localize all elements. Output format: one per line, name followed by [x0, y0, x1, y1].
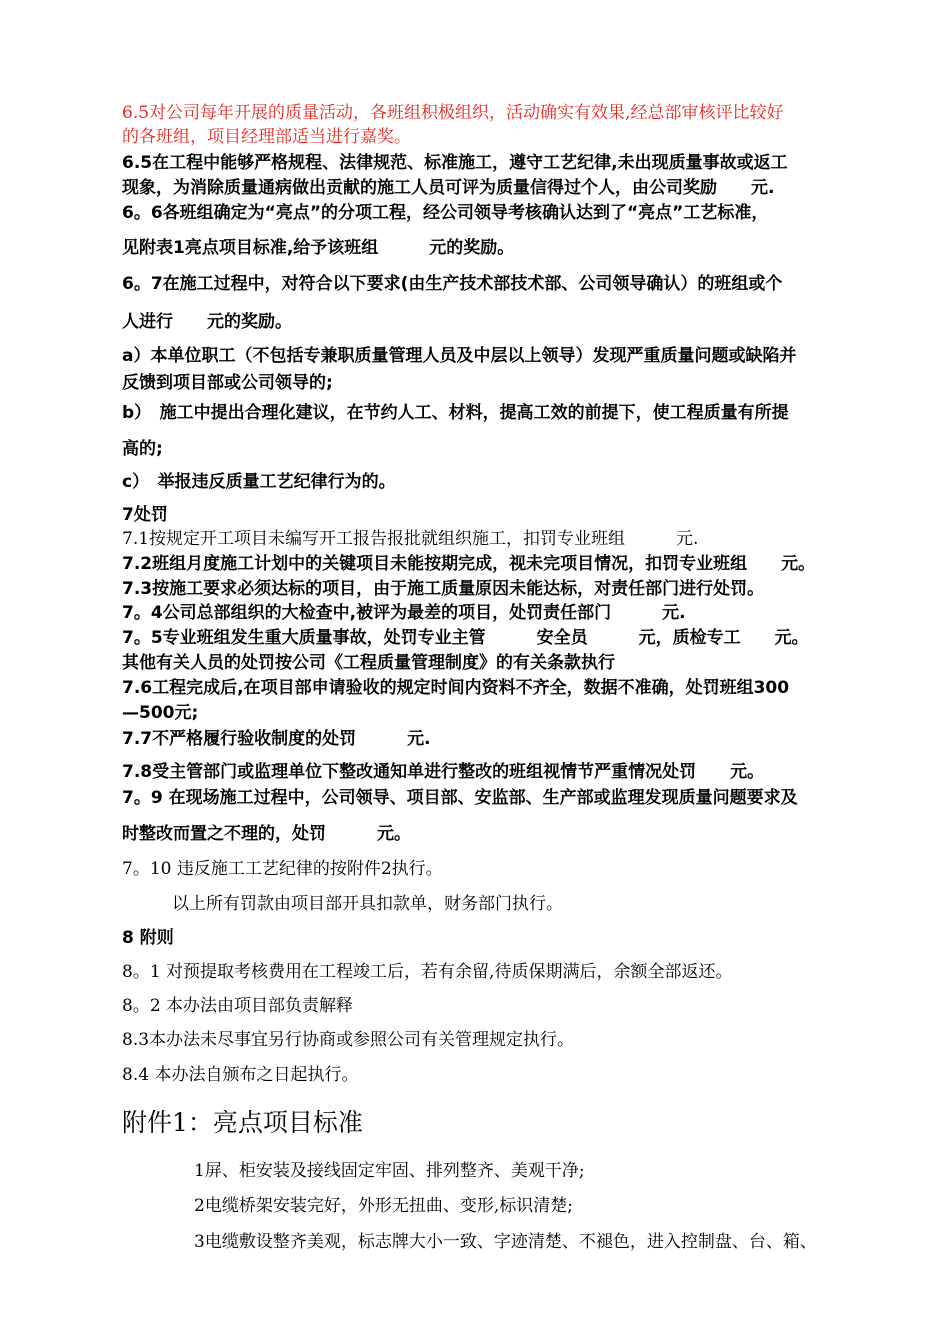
clause-7-6-line-1: 7.6工程完成后,在项目部申请验收的规定时间内资料不齐全，数据不准确，处罚班组300	[122, 678, 790, 698]
item-c: c） 举报违反质量工艺纪律行为的。	[122, 472, 396, 492]
clause-7-2: 7.2班组月度施工计划中的关键项目未能按期完成，视未完项目情况，扣罚专业班组 元。	[122, 554, 816, 574]
clause-7-1: 7.1按规定开工项目未编写开工报告报批就组织施工，扣罚专业班组 元.	[122, 529, 699, 549]
clause-6-5-quality-line-1: 6.5在工程中能够严格规程、法律规范、标准施工，遵守工艺纪律,未出现质量事故或返工	[122, 153, 788, 173]
clause-7-3: 7.3按施工要求必须达标的项目，由于施工质量原因未能达标，对责任部门进行处罚。	[122, 579, 765, 599]
clause-7-4: 7。4公司总部组织的大检查中,被评为最差的项目，处罚责任部门 元.	[122, 603, 686, 623]
clause-7-5-line-2: 其他有关人员的处罚按公司《工程质量管理制度》的有关条款执行	[122, 653, 615, 673]
annex-item-2: 2电缆桥架安装完好，外形无扭曲、变形,标识清楚;	[194, 1196, 573, 1216]
item-b-line-1: b） 施工中提出合理化建议，在节约人工、材料，提高工效的前提下，使工程质量有所提	[122, 403, 789, 423]
clause-7-9-line-2: 时整改而置之不理的，处罚 元。	[122, 824, 411, 844]
clause-8-3: 8.3本办法未尽事宜另行协商或参照公司有关管理规定执行。	[122, 1030, 575, 1050]
clause-8-2: 8。2 本办法由项目部负责解释	[122, 996, 354, 1016]
item-a-line-2: 反馈到项目部或公司领导的;	[122, 373, 333, 393]
clause-7-7: 7.7不严格履行验收制度的处罚 元.	[122, 729, 431, 749]
clause-6-5-activity-line-2: 的各班组，项目经理部适当进行嘉奖。	[122, 127, 411, 147]
clause-7-8: 7.8受主管部门或监理单位下整改通知单进行整改的班组视情节严重情况处罚 元。	[122, 762, 765, 782]
clause-7-6-line-2: —500元;	[122, 703, 199, 723]
annex-item-3: 3电缆敷设整齐美观，标志牌大小一致、字迹清楚、不褪色，进入控制盘、台、箱、	[194, 1232, 817, 1252]
clause-7-10: 7。10 违反施工工艺纪律的按附件2执行。	[122, 859, 443, 879]
clause-6-5-quality-line-2: 现象，为消除质量通病做出贡献的施工人员可评为质量信得过个人，由公司奖励 元.	[122, 178, 775, 198]
item-a-line-1: a）本单位职工（不包括专兼职质量管理人员及中层以上领导）发现严重质量问题或缺陷并	[122, 346, 797, 366]
clause-6-5-activity-line-1: 6.5对公司每年开展的质量活动，各班组积极组织，活动确实有效果,经总部审核评比较好	[122, 103, 784, 123]
clause-6-6-line-2: 见附表1亮点项目标准,给予该班组 元的奖励。	[122, 238, 515, 258]
section-7-heading: 7处罚	[122, 505, 168, 525]
clause-6-7-line-2: 人进行 元的奖励。	[122, 312, 292, 332]
clause-8-1: 8。1 对预提取考核费用在工程竣工后，若有余留,待质保期满后，余额全部返还。	[122, 962, 733, 982]
section-8-heading: 8 附则	[122, 928, 174, 948]
clause-6-6-line-1: 6。6各班组确定为“亮点”的分项工程，经公司领导考核确认达到了“亮点”工艺标准，	[122, 203, 769, 223]
clause-7-9-line-1: 7。9 在现场施工过程中，公司领导、项目部、安监部、生产部或监理发现质量问题要求及	[122, 788, 798, 808]
clause-6-7-line-1: 6。7在施工过程中，对符合以下要求(由生产技术部技术部、公司领导确认）的班组或个	[122, 274, 783, 294]
clause-7-5-line-1: 7。5专业班组发生重大质量事故，处罚专业主管 安全员 元，质检专工 元。	[122, 628, 809, 648]
clause-8-4: 8.4 本办法自颁布之日起执行。	[122, 1065, 359, 1085]
item-b-line-2: 高的;	[122, 439, 163, 459]
fine-execution-note: 以上所有罚款由项目部开具扣款单，财务部门执行。	[172, 894, 563, 914]
annex-1-title: 附件1：亮点项目标准	[122, 1108, 363, 1137]
annex-item-1: 1屏、柜安装及接线固定牢固、排列整齐、美观干净;	[194, 1161, 585, 1181]
